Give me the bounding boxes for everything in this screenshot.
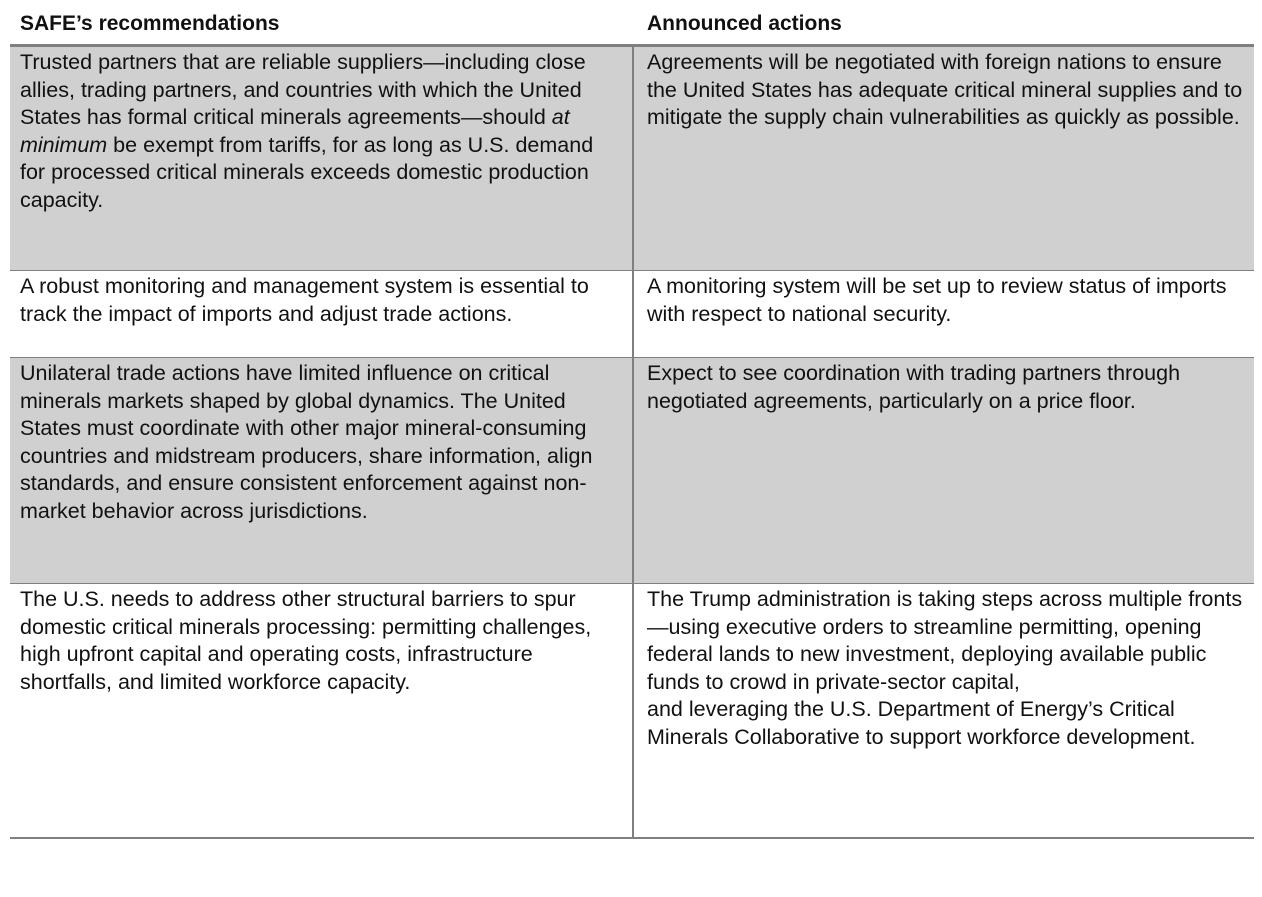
recommendation-cell: The U.S. needs to address other structural barriers to spur domestic critical minerals processing: permitting challenges, high upfront capital and operating costs, infrastructure shortfalls, and limited workforce capacity. (10, 584, 634, 837)
recommendation-text-continued: be exempt from tariffs, for as long as U.S. demand for processed critical minerals exceeds domestic production capacity. (20, 132, 594, 212)
table-row (10, 584, 1254, 839)
table-row (10, 358, 1254, 584)
table-row (10, 47, 1254, 271)
table-row (10, 271, 1254, 358)
action-cell (634, 584, 1254, 837)
action-text: The Trump administration is taking steps across multiple fronts—using executive orders to streamline permitting, opening federal lands to new investment, deploying available public funds to crowd in private-sector capital, (647, 587, 1243, 694)
action-cell: Expect to see coordination with trading partners through negotiated agreements, particularly on a price floor. (647, 361, 1181, 413)
comparison-table (10, 6, 1254, 839)
action-cell: Agreements will be negotiated with foreign nations to ensure the United States has adequate critical mineral supplies and to mitigate the supply chain vulnerabilities as quickly as possible. (647, 50, 1243, 130)
header-announced-actions: Announced actions (647, 12, 842, 35)
action-cell: A monitoring system will be set up to review status of imports with respect to national security. (647, 274, 1227, 326)
recommendation-cell (10, 47, 634, 270)
table-header (10, 6, 1254, 47)
recommendation-cell: Unilateral trade actions have limited influence on critical minerals markets shaped by global dynamics. The United States must coordinate with other major mineral-consuming countries and midstream producers, share information, align standards, and ensure consistent enforcement against non-market behavior across jurisdictions. (10, 358, 634, 583)
header-safe-recommendations: SAFE’s recommendations (20, 12, 280, 35)
action-text-continued: and leveraging the U.S. Department of Energy’s Critical Minerals Collaborative to support workforce development. (647, 697, 1196, 749)
recommendation-emphasis: at minimum (20, 105, 570, 157)
recommendation-text: Trusted partners that are reliable suppliers—including close allies, trading partners, and countries with which the United States has formal critical minerals agreements—should (20, 50, 586, 130)
recommendation-cell: A robust monitoring and management system is essential to track the impact of imports and adjust trade actions. (10, 271, 634, 357)
